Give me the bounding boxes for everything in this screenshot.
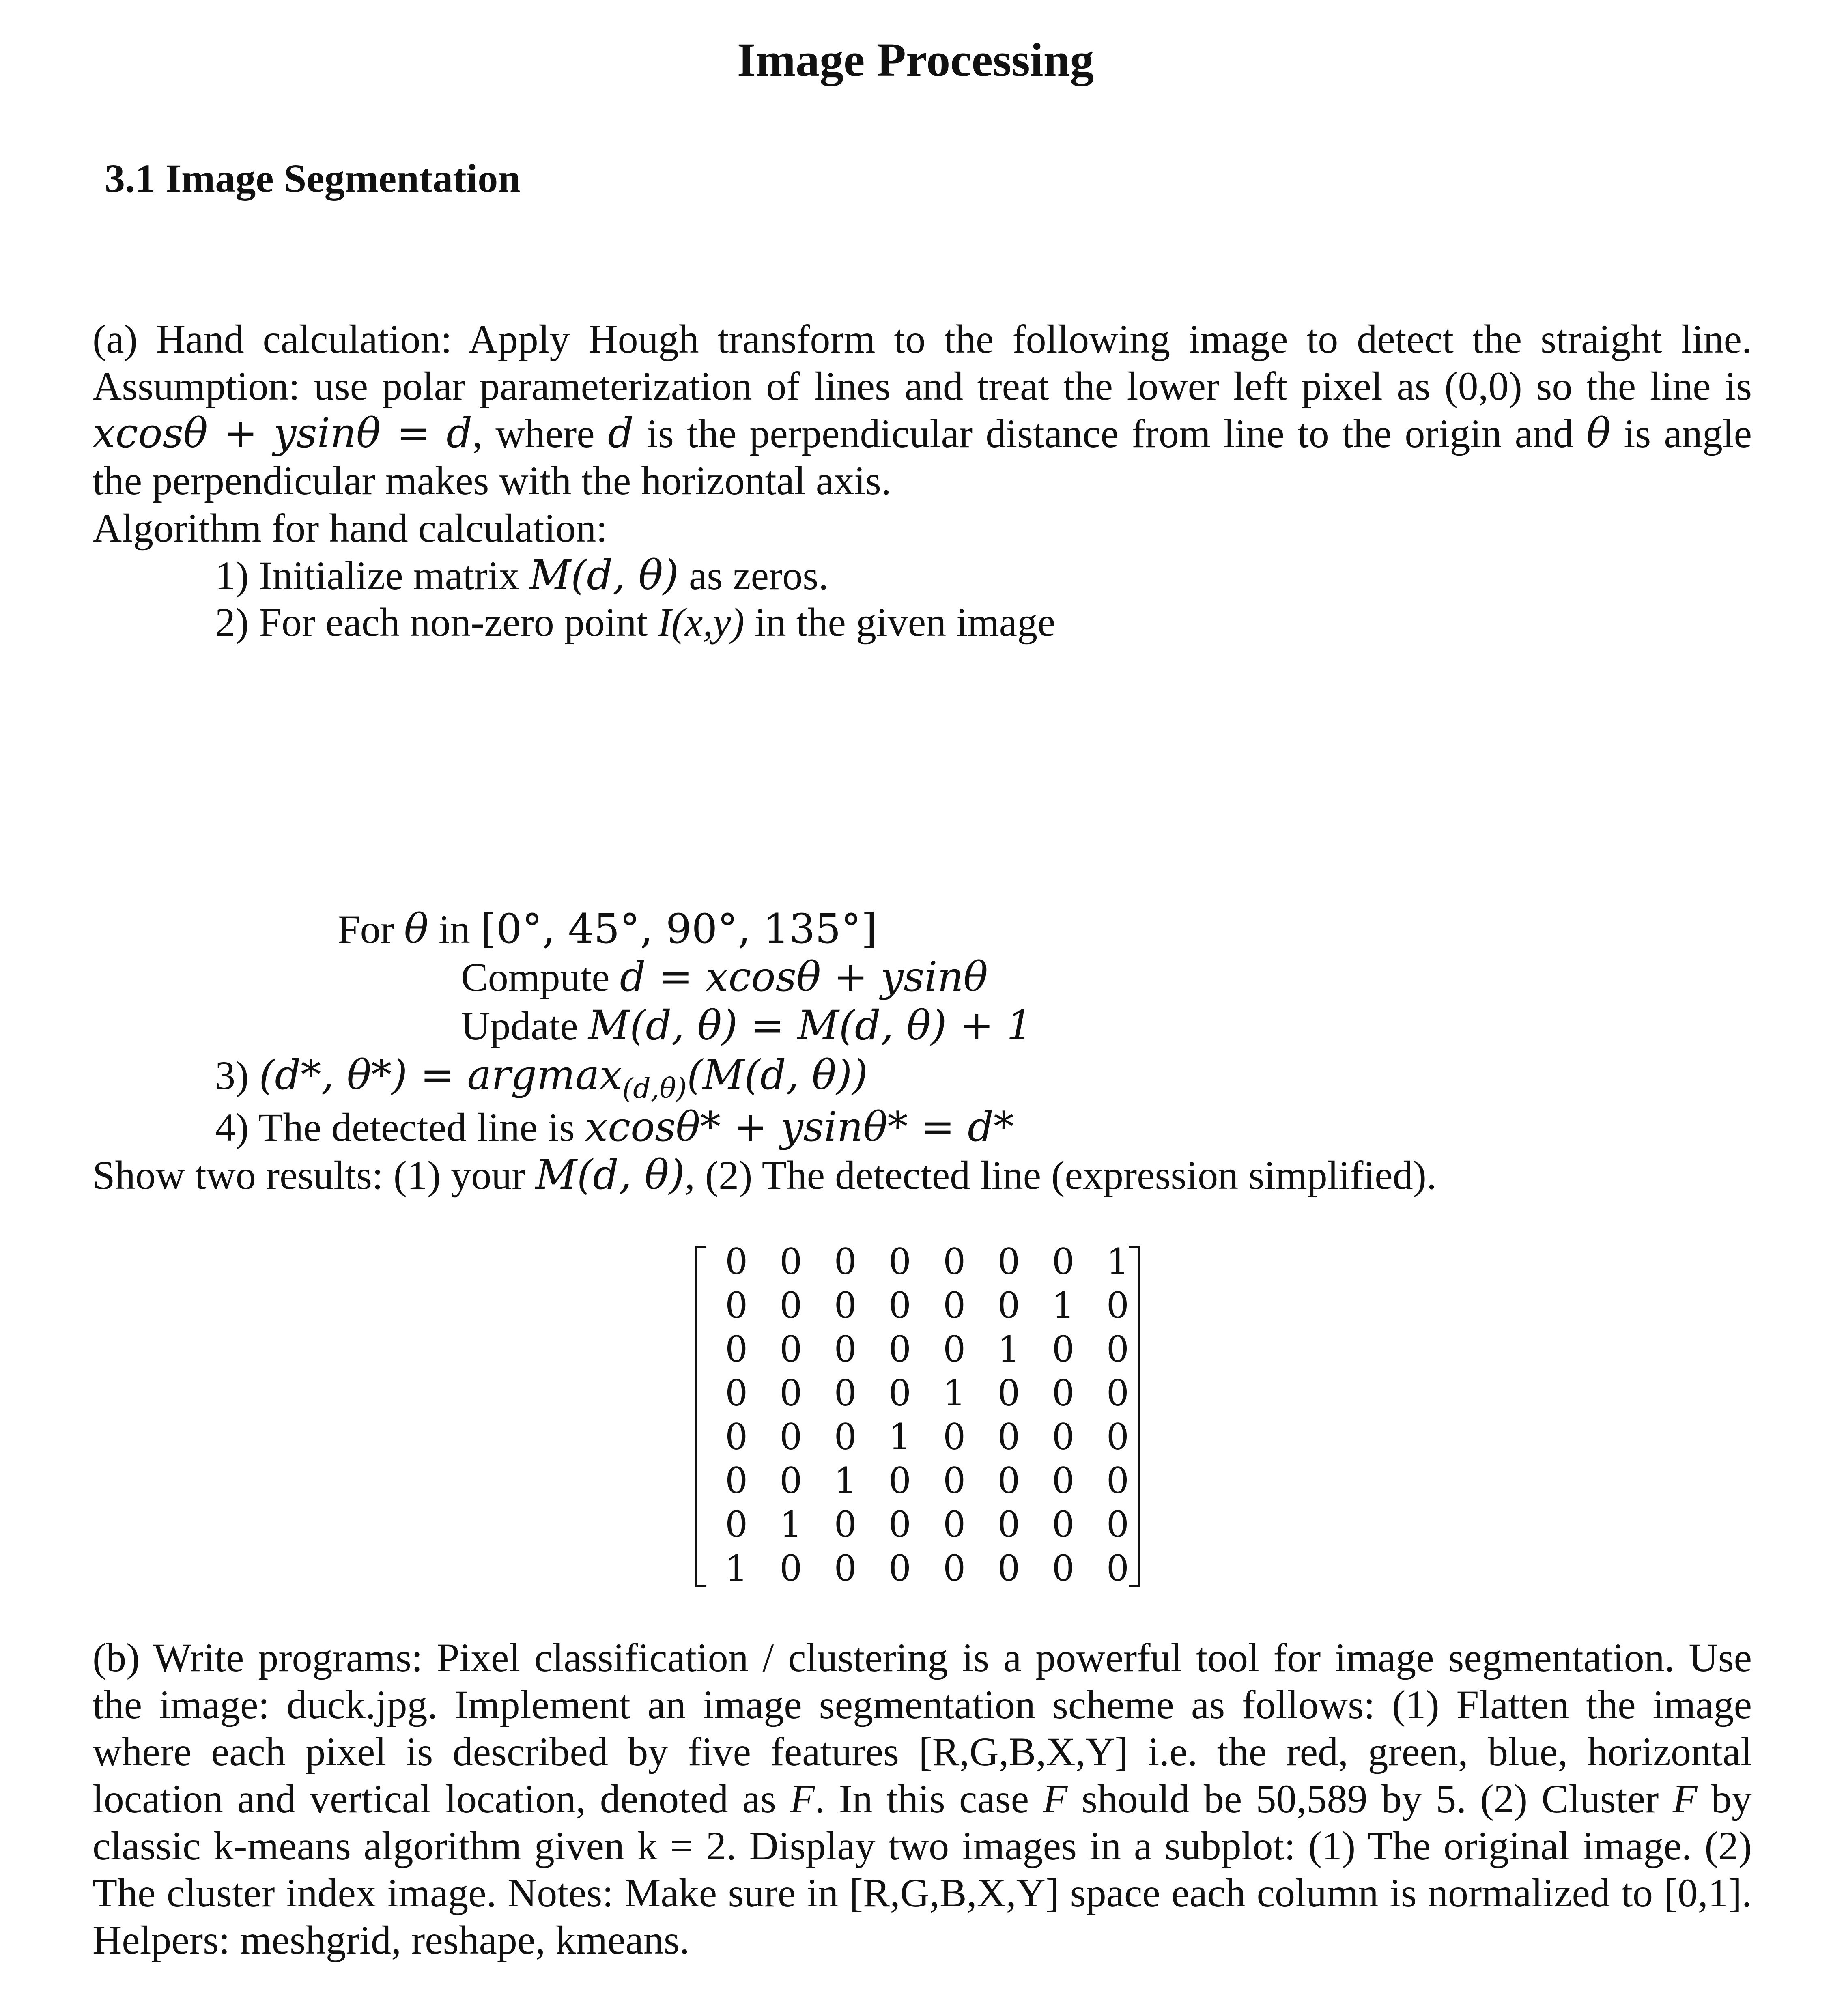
part-b-text-1: (b) Write programs: Pixel classification / clustering is a powerful tool for image segmentation. Use the image: duck.jpg. Implement an image segmentation scheme as follows: (1) Flatten the image where each pixel is described by five features [R,G,B,X,Y] i.e. the red, green, blue, horizontal location and vertical location, denoted as — [93, 1635, 1752, 1821]
matrix-cell: 0 — [997, 1547, 1020, 1589]
step-3-math: (d*, θ*) = argmax — [259, 1051, 622, 1099]
matrix-cell: 0 — [888, 1241, 911, 1282]
matrix-row — [709, 1459, 1145, 1503]
matrix-cell: 0 — [834, 1241, 857, 1282]
matrix-cell: 0 — [779, 1284, 803, 1326]
matrix-cell: 0 — [834, 1328, 857, 1370]
matrix-cell: 0 — [888, 1504, 911, 1545]
part-a-intro — [93, 316, 1752, 504]
matrix-cell: 0 — [834, 1416, 857, 1458]
matrix-cell: 0 — [725, 1504, 748, 1545]
matrix-cell: 1 — [834, 1460, 857, 1502]
matrix-cell: 0 — [725, 1328, 748, 1370]
matrix-cell: 1 — [779, 1504, 803, 1545]
feature-matrix-f: F — [1672, 1776, 1698, 1821]
part-b-text-2: . In this case — [815, 1776, 1043, 1821]
matrix-cell: 0 — [1052, 1328, 1075, 1370]
matrix-cell: 0 — [943, 1504, 966, 1545]
update-m-step — [461, 1002, 1033, 1050]
matrix-row — [709, 1328, 1145, 1371]
for-in: in — [428, 907, 480, 952]
matrix-cell: 0 — [943, 1328, 966, 1370]
show-results-line — [93, 1151, 1437, 1199]
matrix-cell: 0 — [997, 1241, 1020, 1282]
matrix-cell: 0 — [834, 1372, 857, 1414]
step-1-math: M(d, θ) — [529, 551, 679, 599]
update-math: M(d, θ) = M(d, θ) + 1 — [588, 1002, 1033, 1049]
matrix-cell: 0 — [997, 1284, 1020, 1326]
step-4-text: 4) The detected line is — [215, 1105, 585, 1150]
matrix-cell: 0 — [725, 1372, 748, 1414]
matrix-cell: 0 — [888, 1372, 911, 1414]
matrix-cell: 1 — [943, 1372, 966, 1414]
part-b-text-4: by classic k-means algorithm given k = 2. Display two images in a subplot: (1) The original image. (2) The cluster index image. Notes: Make sure in [R,G,B,X,Y] space each column is normalized to [0,1]. Helpers: meshgrid, reshape, kmeans. — [93, 1776, 1752, 1962]
step-4-math: xcosθ* + ysinθ* = d* — [585, 1103, 1014, 1151]
matrix-cell: 0 — [1052, 1547, 1075, 1589]
matrix-cell: 0 — [779, 1328, 803, 1370]
matrix-row — [709, 1547, 1145, 1590]
matrix-row — [709, 1415, 1145, 1459]
matrix-cell: 0 — [1106, 1460, 1129, 1502]
algorithm-step-1 — [215, 552, 828, 599]
matrix-row — [709, 1240, 1145, 1284]
show-text-2: , (2) The detected line (expression simplified). — [684, 1153, 1437, 1198]
matrix-cell: 1 — [997, 1328, 1020, 1370]
matrix-cell: 0 — [888, 1328, 911, 1370]
matrix-cell: 0 — [888, 1284, 911, 1326]
matrix-left-bracket — [695, 1246, 706, 1587]
for-text: For — [338, 907, 404, 952]
matrix-cell: 0 — [1106, 1372, 1129, 1414]
matrix-cell: 0 — [834, 1504, 857, 1545]
matrix-cell: 0 — [997, 1372, 1020, 1414]
matrix-cell: 1 — [1052, 1284, 1075, 1326]
matrix-row — [709, 1371, 1145, 1415]
matrix-cell: 0 — [1052, 1241, 1075, 1282]
matrix-cell: 0 — [1106, 1284, 1129, 1326]
matrix-cell: 0 — [1052, 1372, 1075, 1414]
step-1-end: as zeros. — [678, 553, 829, 598]
matrix-cell: 0 — [1052, 1504, 1075, 1545]
compute-math: d = xcosθ + ysinθ — [620, 953, 988, 1000]
feature-matrix-f: F — [1043, 1776, 1068, 1821]
section-title: 3.1 Image Segmentation — [105, 156, 521, 201]
matrix-cell: 0 — [834, 1547, 857, 1589]
part-a-intro-text-2: , where — [472, 411, 608, 456]
step-2-text: 2) For each non-zero point — [215, 600, 658, 645]
algorithm-step-2 — [215, 599, 1055, 646]
part-b-paragraph — [93, 1634, 1752, 1964]
matrix-cell: 0 — [725, 1460, 748, 1502]
matrix-cell: 0 — [725, 1284, 748, 1326]
compute-text: Compute — [461, 955, 620, 1000]
matrix-row — [709, 1284, 1145, 1328]
step-2-point: I(x,y) — [658, 600, 744, 645]
matrix-cell: 0 — [943, 1241, 966, 1282]
matrix-cell: 0 — [834, 1284, 857, 1326]
matrix-cell: 0 — [997, 1416, 1020, 1458]
matrix-cell: 0 — [1106, 1328, 1129, 1370]
step-2-end: in the given image — [744, 600, 1056, 645]
matrix-grid — [709, 1240, 1145, 1590]
matrix-cell: 0 — [779, 1547, 803, 1589]
show-text-1: Show two results: (1) your — [93, 1153, 536, 1198]
part-a-intro-text-1: (a) Hand calculation: Apply Hough transform to the following image to detect the straight line. Assumption: use polar parameterization of lines and treat the lower left pixel as (0,0) so the line is — [93, 316, 1752, 409]
matrix-cell: 0 — [779, 1241, 803, 1282]
theta-variable: θ — [1586, 409, 1611, 457]
matrix-cell: 0 — [943, 1460, 966, 1502]
matrix-cell: 0 — [1106, 1416, 1129, 1458]
matrix-cell: 0 — [779, 1460, 803, 1502]
matrix-cell: 0 — [997, 1504, 1020, 1545]
part-a-intro-text-4: is angle the perpendicular makes with the horizontal axis. — [93, 411, 1752, 503]
matrix-cell: 0 — [888, 1460, 911, 1502]
matrix-cell: 0 — [943, 1416, 966, 1458]
matrix-cell: 0 — [943, 1547, 966, 1589]
algorithm-heading: Algorithm for hand calculation: — [93, 506, 608, 551]
matrix-cell: 0 — [1052, 1460, 1075, 1502]
part-a-intro-text-3: is the perpendicular distance from line to the origin and — [633, 411, 1587, 456]
binary-image-matrix — [691, 1234, 1145, 1594]
matrix-cell: 0 — [1106, 1547, 1129, 1589]
matrix-cell: 1 — [888, 1416, 911, 1458]
step-3-label: 3) — [215, 1053, 259, 1098]
matrix-cell: 0 — [779, 1372, 803, 1414]
line-equation: xcosθ + ysinθ = d — [93, 409, 473, 457]
step-1-text: 1) Initialize matrix — [215, 553, 529, 598]
d-variable: d — [607, 409, 634, 457]
update-text: Update — [461, 1003, 588, 1048]
compute-d-step — [461, 953, 988, 1001]
matrix-cell: 1 — [725, 1547, 748, 1589]
matrix-cell: 0 — [1106, 1504, 1129, 1545]
feature-matrix-f: F — [790, 1776, 815, 1821]
matrix-cell: 0 — [779, 1416, 803, 1458]
for-set: [0°, 45°, 90°, 135°] — [480, 905, 877, 953]
algorithm-step-4 — [215, 1104, 1014, 1151]
matrix-cell: 0 — [997, 1460, 1020, 1502]
step-3-subscript: (d,θ) — [622, 1073, 687, 1105]
matrix-cell: 0 — [888, 1547, 911, 1589]
page-title: Image Processing — [737, 33, 1094, 86]
matrix-cell: 0 — [1052, 1416, 1075, 1458]
matrix-row — [709, 1503, 1145, 1547]
matrix-cell: 0 — [725, 1416, 748, 1458]
matrix-cell: 0 — [943, 1284, 966, 1326]
for-variable: θ — [404, 905, 429, 953]
step-3-tail: (M(d, θ)) — [686, 1051, 868, 1099]
matrix-cell: 0 — [725, 1241, 748, 1282]
show-math: M(d, θ) — [535, 1151, 685, 1198]
part-b-text-3: should be 50,589 by 5. (2) Cluster — [1067, 1776, 1673, 1821]
matrix-cell: 1 — [1106, 1241, 1129, 1282]
for-theta-loop — [338, 906, 877, 953]
